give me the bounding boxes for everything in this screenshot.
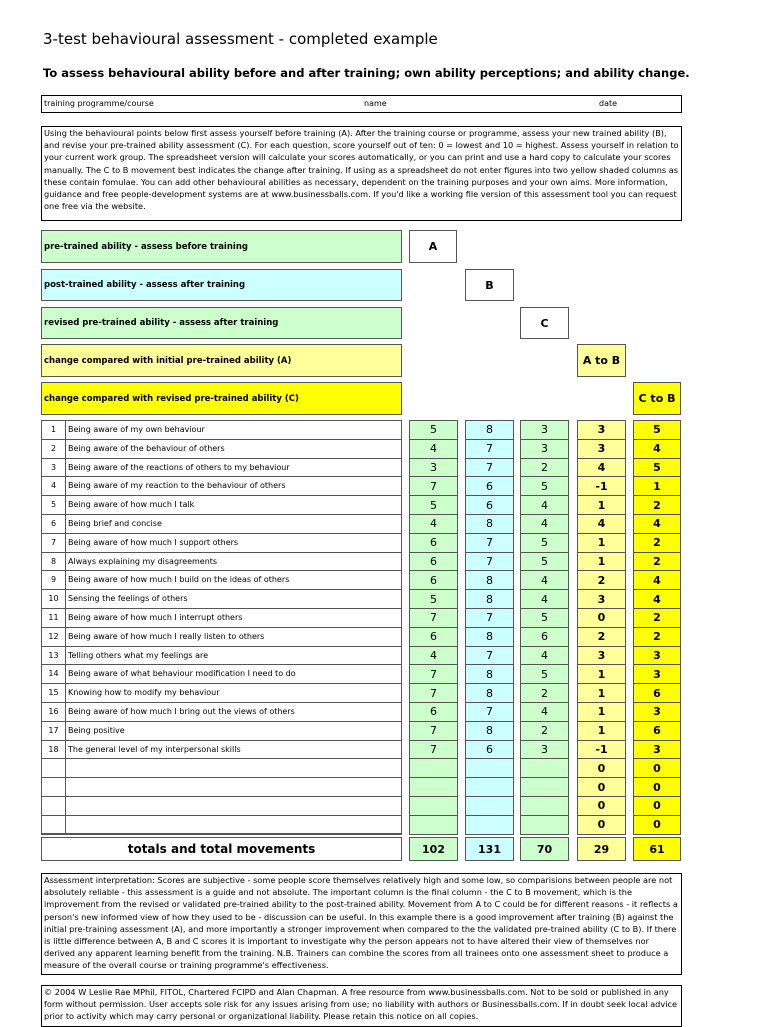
score-cell-c: 4 (520, 495, 569, 515)
total-b: 131 (465, 837, 514, 861)
page-title: 3-test behavioural assessment - completed example (43, 30, 438, 48)
score-cell-a: 7 (409, 608, 458, 628)
row-number: 7 (41, 533, 66, 553)
score-cell-a (409, 777, 458, 797)
score-cell-cb: 2 (633, 627, 681, 647)
score-cell-cb: 6 (633, 721, 681, 741)
score-cell-b: 7 (465, 552, 514, 572)
score-cell-a: 7 (409, 683, 458, 703)
score-cell-b (465, 777, 514, 797)
row-number: 6 (41, 514, 66, 534)
score-cell-cb: 2 (633, 495, 681, 515)
score-cell-ab: 0 (577, 758, 626, 778)
total-cb: 61 (633, 837, 681, 861)
score-cell-ab: 1 (577, 702, 626, 722)
score-cell-a: 7 (409, 664, 458, 684)
copyright-notice: © 2004 W Leslie Rae MPhil, FITOL, Chartered FCIPD and Alan Chapman. A free resource from www.businessballs.com. Not to be sold or published in any form without permission. User accepts sole risk for any issues arising from use; no liability with authors or Businessballs.com. If in doubt seek local advice prior to activity which may carry personal or organizational liability. Please retain this notice on all copies. (41, 985, 682, 1027)
score-cell-ab: 1 (577, 683, 626, 703)
score-cell-a (409, 758, 458, 778)
behaviour-label: Sensing the feelings of others (65, 589, 402, 609)
score-cell-b: 8 (465, 627, 514, 647)
score-cell-cb: 0 (633, 758, 681, 778)
score-cell-a: 6 (409, 552, 458, 572)
score-cell-b: 8 (465, 683, 514, 703)
behaviour-label (65, 815, 402, 835)
info-row (41, 95, 682, 113)
score-cell-c: 4 (520, 702, 569, 722)
behaviour-label: Being aware of how much I really listen to others (65, 627, 402, 647)
score-cell-b: 8 (465, 570, 514, 590)
score-cell-c (520, 815, 569, 835)
row-number: 9 (41, 570, 66, 590)
instructions-box: Using the behavioural points below first assess yourself before training (A). After the training course or programme, assess your new trained ability (B), and revise your pre-trained ability assessment (C). For each question, score yourself out of ten: 0 = lowest and 10 = highest. Assess yourself in relation to your current work group. The spreadsheet version will calculate your scores automatically, or you can print and use a hard copy to calculate your scores manually. The C to B movement best indicates the change after training. If using as a spreadsheet do not enter figures into two yellow shaded columns as these contain fomulae. You can add other behavioural abilities as necessary, dependent on the training purposes and your own aims. More information, guidance and free people-development systems are at www.businessballs.com. If you'd like a working file version of this assessment tool you can request one free via the website. (41, 126, 682, 221)
score-cell-c (520, 796, 569, 816)
score-cell-ab: 2 (577, 627, 626, 647)
score-cell-ab: 3 (577, 439, 626, 459)
row-number (41, 796, 66, 816)
row-number: 10 (41, 589, 66, 609)
row-number: 18 (41, 740, 66, 760)
score-cell-ab: -1 (577, 476, 626, 496)
score-cell-ab: 0 (577, 777, 626, 797)
row-number: 2 (41, 439, 66, 459)
score-cell-c: 2 (520, 458, 569, 478)
behaviour-label: Being aware of how much I talk (65, 495, 402, 515)
score-cell-b: 7 (465, 533, 514, 553)
row-number (41, 758, 66, 778)
score-cell-b: 6 (465, 476, 514, 496)
programme-label: training programme/course (44, 99, 154, 108)
score-cell-cb: 4 (633, 570, 681, 590)
legend-band: change compared with initial pre-trained ability (A) (41, 344, 402, 377)
score-cell-cb: 5 (633, 458, 681, 478)
behaviour-label: Being aware of what behaviour modification I need to do (65, 664, 402, 684)
score-cell-cb: 3 (633, 664, 681, 684)
row-number: 4 (41, 476, 66, 496)
behaviour-label: Being aware of how much I bring out the views of others (65, 702, 402, 722)
behaviour-label (65, 758, 402, 778)
legend-key: A to B (577, 344, 626, 377)
score-cell-a: 6 (409, 702, 458, 722)
score-cell-cb: 5 (633, 420, 681, 440)
score-cell-c: 3 (520, 740, 569, 760)
behaviour-label: Being aware of how much I support others (65, 533, 402, 553)
total-ab: 29 (577, 837, 626, 861)
row-number: 12 (41, 627, 66, 647)
total-a: 102 (409, 837, 458, 861)
score-cell-b: 8 (465, 664, 514, 684)
page-subtitle: To assess behavioural ability before and after training; own ability perceptions; and ability change. (43, 66, 690, 80)
score-cell-cb: 4 (633, 439, 681, 459)
score-cell-ab: 0 (577, 815, 626, 835)
row-number: 3 (41, 458, 66, 478)
score-cell-c: 5 (520, 476, 569, 496)
score-cell-ab: 1 (577, 495, 626, 515)
score-cell-ab: 1 (577, 533, 626, 553)
score-cell-cb: 3 (633, 646, 681, 666)
behaviour-label: Telling others what my feelings are (65, 646, 402, 666)
legend-key: B (465, 269, 514, 301)
score-cell-ab: 2 (577, 570, 626, 590)
score-cell-ab: -1 (577, 740, 626, 760)
behaviour-label: Being positive (65, 721, 402, 741)
score-cell-a: 3 (409, 458, 458, 478)
behaviour-label: Being aware of my own behaviour (65, 420, 402, 440)
score-cell-c: 6 (520, 627, 569, 647)
name-label: name (364, 99, 387, 108)
score-cell-ab: 1 (577, 552, 626, 572)
score-cell-c: 5 (520, 533, 569, 553)
row-number: 17 (41, 721, 66, 741)
score-cell-b: 8 (465, 514, 514, 534)
score-cell-b: 6 (465, 740, 514, 760)
score-cell-a (409, 815, 458, 835)
behaviour-label: The general level of my interpersonal skills (65, 740, 402, 760)
score-cell-b (465, 758, 514, 778)
legend-key: A (409, 230, 457, 263)
totals-label: totals and total movements (41, 837, 402, 861)
score-cell-c: 2 (520, 721, 569, 741)
score-cell-cb: 0 (633, 815, 681, 835)
score-cell-a: 5 (409, 589, 458, 609)
score-cell-ab: 3 (577, 589, 626, 609)
legend-key: C (520, 307, 569, 339)
score-cell-ab: 3 (577, 646, 626, 666)
score-cell-cb: 3 (633, 702, 681, 722)
score-cell-a: 7 (409, 476, 458, 496)
row-number (41, 777, 66, 797)
score-cell-a: 6 (409, 627, 458, 647)
behaviour-label: Being aware of how much I interrupt others (65, 608, 402, 628)
score-cell-b: 7 (465, 608, 514, 628)
score-cell-c: 3 (520, 439, 569, 459)
score-cell-cb: 2 (633, 608, 681, 628)
score-cell-ab: 1 (577, 664, 626, 684)
behaviour-label (65, 796, 402, 816)
score-cell-b (465, 796, 514, 816)
score-cell-a: 7 (409, 740, 458, 760)
score-cell-b: 8 (465, 721, 514, 741)
score-cell-c: 5 (520, 608, 569, 628)
row-number: 13 (41, 646, 66, 666)
row-number: 11 (41, 608, 66, 628)
score-cell-a: 4 (409, 439, 458, 459)
legend-band: pre-trained ability - assess before training (41, 230, 402, 263)
row-number: 15 (41, 683, 66, 703)
row-number: 16 (41, 702, 66, 722)
score-cell-c: 4 (520, 514, 569, 534)
score-cell-ab: 4 (577, 458, 626, 478)
score-cell-b: 8 (465, 589, 514, 609)
score-cell-cb: 4 (633, 514, 681, 534)
score-cell-cb: 4 (633, 589, 681, 609)
score-cell-b: 7 (465, 646, 514, 666)
legend-band: change compared with revised pre-trained ability (C) (41, 382, 402, 415)
score-cell-c: 5 (520, 664, 569, 684)
row-number: 5 (41, 495, 66, 515)
score-cell-a (409, 796, 458, 816)
row-number: 8 (41, 552, 66, 572)
score-cell-c: 4 (520, 646, 569, 666)
score-cell-c (520, 758, 569, 778)
score-cell-a: 5 (409, 495, 458, 515)
score-cell-a: 6 (409, 533, 458, 553)
score-cell-a: 6 (409, 570, 458, 590)
interpretation-box: Assessment interpretation: Scores are subjective - some people score themselves relatively high and some low, so comparisions between people are not absolutely reliable - this assessment is a guide and not absolute. The important column is the final column - the C to B movement, which is the improvement from the revised or validated pre-trained ability to the post-trained ability. Movement from A to C could be for different reasons - it reflects a person's new informed view of how they used to be - discussion can be useful. In this example there is a good improvement after training (B) against the initial pre-training assessment (A), and more importantly a stronger improvement when compared to the the validated pre-trained ability (C to B). If there is little difference between A, B and C scores it is important to investigate why the person appears not to have altered their view of themselves nor derived any apparent learning benefit from the training. N.B. Trainers can combine the scores from all trainees onto one assessment sheet to produce a measure of the overall course or training programme's effectiveness. (41, 873, 682, 975)
row-number: 1 (41, 420, 66, 440)
score-cell-a: 4 (409, 514, 458, 534)
date-label: date (599, 99, 618, 108)
score-cell-cb: 2 (633, 552, 681, 572)
legend-band: revised pre-trained ability - assess after training (41, 307, 402, 339)
row-number: 14 (41, 664, 66, 684)
score-cell-b: 7 (465, 702, 514, 722)
score-cell-c: 4 (520, 589, 569, 609)
behaviour-label: Being aware of my reaction to the behaviour of others (65, 476, 402, 496)
score-cell-b (465, 815, 514, 835)
behaviour-label: Being aware of the behaviour of others (65, 439, 402, 459)
score-cell-b: 6 (465, 495, 514, 515)
score-cell-cb: 0 (633, 777, 681, 797)
score-cell-ab: 3 (577, 420, 626, 440)
score-cell-a: 5 (409, 420, 458, 440)
behaviour-label: Being aware of the reactions of others to my behaviour (65, 458, 402, 478)
score-cell-c (520, 777, 569, 797)
score-cell-c: 3 (520, 420, 569, 440)
score-cell-cb: 2 (633, 533, 681, 553)
legend-key: C to B (633, 382, 681, 415)
score-cell-cb: 6 (633, 683, 681, 703)
total-c: 70 (520, 837, 569, 861)
score-cell-cb: 3 (633, 740, 681, 760)
score-cell-cb: 0 (633, 796, 681, 816)
score-cell-ab: 0 (577, 796, 626, 816)
score-cell-b: 8 (465, 420, 514, 440)
score-cell-b: 7 (465, 439, 514, 459)
legend-band: post-trained ability - assess after training (41, 269, 402, 301)
score-cell-c: 5 (520, 552, 569, 572)
behaviour-label: Always explaining my disagreements (65, 552, 402, 572)
score-cell-a: 4 (409, 646, 458, 666)
behaviour-label: Knowing how to modify my behaviour (65, 683, 402, 703)
behaviour-label: Being aware of how much I build on the ideas of others (65, 570, 402, 590)
score-cell-cb: 1 (633, 476, 681, 496)
score-cell-c: 4 (520, 570, 569, 590)
score-cell-c: 2 (520, 683, 569, 703)
behaviour-label: Being brief and concise (65, 514, 402, 534)
score-cell-ab: 0 (577, 608, 626, 628)
score-cell-b: 7 (465, 458, 514, 478)
score-cell-a: 7 (409, 721, 458, 741)
score-cell-ab: 4 (577, 514, 626, 534)
score-cell-ab: 1 (577, 721, 626, 741)
row-number (41, 815, 66, 835)
behaviour-label (65, 777, 402, 797)
